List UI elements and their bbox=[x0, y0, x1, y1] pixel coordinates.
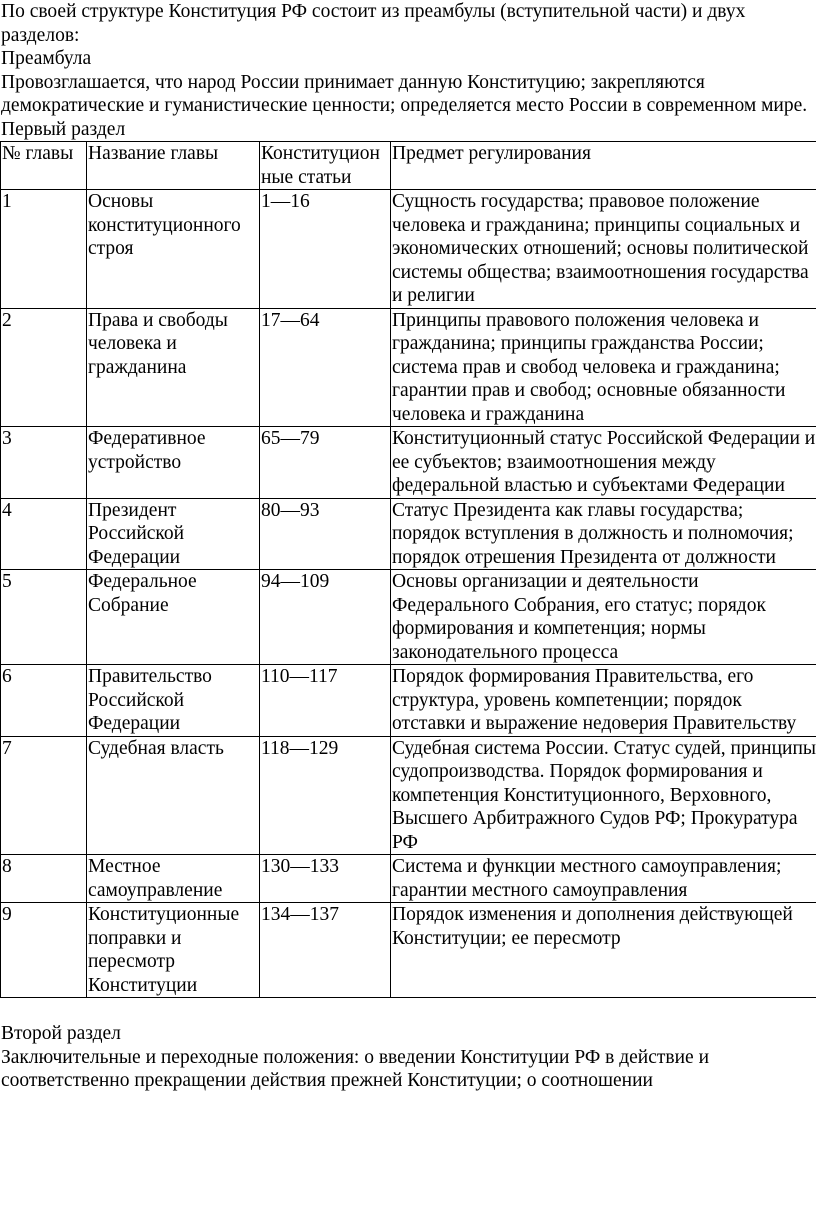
table-row bbox=[1, 903, 816, 998]
table-row bbox=[1, 736, 816, 855]
row-name: Федеративное устройство bbox=[87, 427, 260, 499]
row-subject: Порядок формирования Правительства, его структура, уровень компетенции; порядок отставки и выражение недоверия Правительству bbox=[391, 665, 816, 737]
row-articles: 65—79 bbox=[260, 427, 391, 499]
table-row bbox=[1, 190, 816, 309]
preamble-heading: Преамбула bbox=[1, 48, 92, 69]
header-articles-text: Конституционные статьи bbox=[261, 143, 380, 188]
row-num: 2 bbox=[1, 308, 87, 427]
row-articles: 130—133 bbox=[260, 855, 391, 903]
row-articles: 1—16 bbox=[260, 190, 391, 309]
spacer bbox=[0, 998, 816, 1022]
row-subject: Основы организации и деятельности Федерального Собрания, его статус; порядок формирования и компетенция; нормы законодательного процесса bbox=[391, 570, 816, 665]
section2-heading: Второй раздел bbox=[1, 1023, 121, 1044]
section2-text: Заключительные и переходные положения: о введении Конституции РФ в действие и соответственно прекращении действия прежней Конституции; о соотношении bbox=[1, 1046, 710, 1091]
row-num: 8 bbox=[1, 855, 87, 903]
table-row bbox=[1, 498, 816, 570]
row-name: Правительство Российской Федерации bbox=[87, 665, 260, 737]
chapters-table bbox=[0, 141, 816, 998]
row-subject: Сущность государства; правовое положение человека и гражданина; принципы социальных и экономических отношений; основы политической системы общества; взаимоотношения государства и религии bbox=[391, 190, 816, 309]
row-num: 7 bbox=[1, 736, 87, 855]
intro-paragraph: По своей структуре Конституция РФ состоит из преамбулы (вступительной части) и двух разделов: bbox=[1, 1, 746, 46]
row-name: Федеральное Собрание bbox=[87, 570, 260, 665]
row-articles: 80—93 bbox=[260, 498, 391, 570]
row-articles: 118—129 bbox=[260, 736, 391, 855]
header-name: Название главы bbox=[87, 142, 260, 190]
row-articles: 134—137 bbox=[260, 903, 391, 998]
row-name: Судебная власть bbox=[87, 736, 260, 855]
table-row bbox=[1, 570, 816, 665]
row-subject: Статус Президента как главы государства; порядок вступления в должность и полномочия; порядок отрешения Президента от должности bbox=[391, 498, 816, 570]
header-articles bbox=[260, 142, 391, 190]
table-row bbox=[1, 665, 816, 737]
row-name: Местное самоуправление bbox=[87, 855, 260, 903]
row-num: 6 bbox=[1, 665, 87, 737]
table-row bbox=[1, 855, 816, 903]
header-subject: Предмет регулирования bbox=[391, 142, 816, 190]
row-name: Конституционные поправки и пересмотр Конституции bbox=[87, 903, 260, 998]
row-num: 3 bbox=[1, 427, 87, 499]
row-subject: Система и функции местного самоуправления; гарантии местного самоуправления bbox=[391, 855, 816, 903]
row-num: 9 bbox=[1, 903, 87, 998]
chapters-table-body bbox=[1, 142, 816, 998]
row-subject: Принципы правового положения человека и гражданина; принципы гражданства России; система прав и свобод человека и гражданина; гарантии прав и свобод; основные обязанности человека и гражданина bbox=[391, 308, 816, 427]
table-row bbox=[1, 308, 816, 427]
row-name: Основы конституционного строя bbox=[87, 190, 260, 309]
row-name: Права и свободы человека и гражданина bbox=[87, 308, 260, 427]
row-num: 1 bbox=[1, 190, 87, 309]
row-articles: 110—117 bbox=[260, 665, 391, 737]
section1-heading: Первый раздел bbox=[1, 118, 126, 140]
row-articles: 17—64 bbox=[260, 308, 391, 427]
row-name: Президент Российской Федерации bbox=[87, 498, 260, 570]
row-num: 4 bbox=[1, 498, 87, 570]
table-row bbox=[1, 427, 816, 499]
header-num: № главы bbox=[1, 142, 87, 190]
row-articles: 94—109 bbox=[260, 570, 391, 665]
preamble-text: Провозглашается, что народ России принимает данную Конституцию; закрепляются демократические и гуманистические ценности; определяется место России в современном мире. bbox=[1, 71, 808, 116]
table-header-row bbox=[1, 142, 816, 190]
row-subject: Порядок изменения и дополнения действующей Конституции; ее пересмотр bbox=[391, 903, 816, 998]
row-num: 5 bbox=[1, 570, 87, 665]
row-subject: Конституционный статус Российской Федерации и ее субъектов; взаимоотношения между федеральной властью и субъектами Федерации bbox=[392, 428, 816, 496]
row-subject: Судебная система России. Статус судей, принципы судопроизводства. Порядок формирования и компетенция Конституционного, Верховного, Высшего Арбитражного Судов РФ; Прокуратура РФ bbox=[392, 737, 816, 853]
